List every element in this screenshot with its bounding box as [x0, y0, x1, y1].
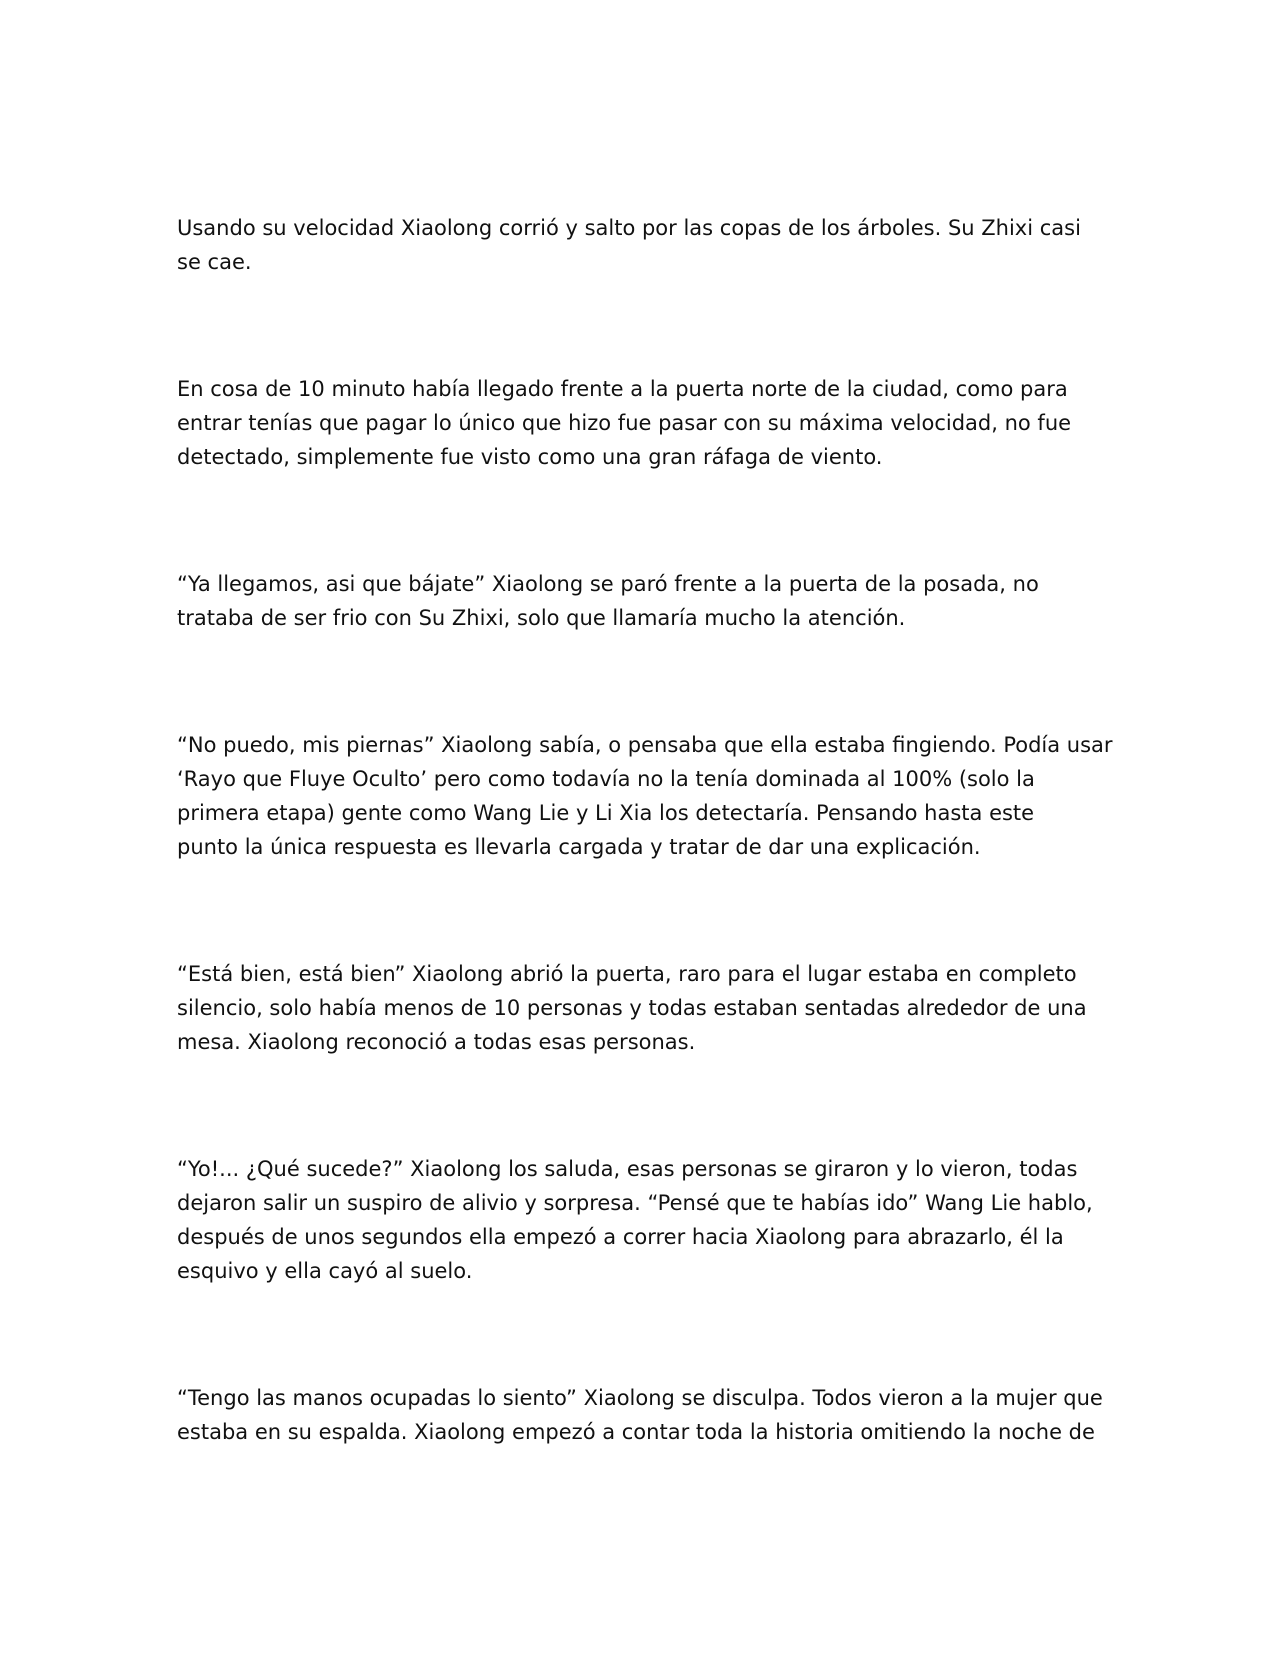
- paragraph-line: “Tengo las manos ocupadas lo siento” Xiaolong se disculpa. Todos vieron a la mujer que: [177, 1386, 1103, 1410]
- paragraph-line: “No puedo, mis piernas” Xiaolong sabía, o pensaba que ella estaba fingiendo. Podía usar: [177, 733, 1113, 757]
- paragraph-line: ‘Rayo que Fluye Oculto’ pero como todavía no la tenía dominada al 100% (solo la: [177, 767, 1035, 791]
- paragraph-line: punto la única respuesta es llevarla cargada y tratar de dar una explicación.: [177, 835, 981, 859]
- paragraph-line: estaba en su espalda. Xiaolong empezó a contar toda la historia omitiendo la noche de: [177, 1420, 1095, 1444]
- paragraph-line: después de unos segundos ella empezó a correr hacia Xiaolong para abrazarlo, él la: [177, 1225, 1064, 1249]
- paragraph-7: [177, 1381, 1107, 1449]
- paragraph-line: silencio, solo había menos de 10 personas y todas estaban sentadas alrededor de una: [177, 996, 1087, 1020]
- paragraph-line: trataba de ser frio con Su Zhixi, solo que llamaría mucho la atención.: [177, 606, 906, 630]
- paragraph-5: [177, 957, 1107, 1059]
- paragraph-line: “Está bien, está bien” Xiaolong abrió la puerta, raro para el lugar estaba en completo: [177, 962, 1077, 986]
- paragraph-line: detectado, simplemente fue visto como una gran ráfaga de viento.: [177, 445, 883, 469]
- paragraph-line: esquivo y ella cayó al suelo.: [177, 1259, 473, 1283]
- paragraph-line: Usando su velocidad Xiaolong corrió y salto por las copas de los árboles. Su Zhixi casi: [177, 216, 1081, 240]
- paragraph-line: primera etapa) gente como Wang Lie y Li Xia los detectaría. Pensando hasta este: [177, 801, 1035, 825]
- paragraph-line: se cae.: [177, 250, 252, 274]
- paragraph-4: [177, 728, 1113, 864]
- paragraph-line: “Yo!... ¿Qué sucede?” Xiaolong los saluda, esas personas se giraron y lo vieron, todas: [177, 1157, 1078, 1181]
- paragraph-6: [177, 1152, 1107, 1288]
- paragraph-2: [177, 372, 1107, 474]
- paragraph-line: “Ya llegamos, asi que bájate” Xiaolong se paró frente a la puerta de la posada, no: [177, 572, 1039, 596]
- paragraph-3: [177, 567, 1107, 635]
- paragraph-line: mesa. Xiaolong reconoció a todas esas personas.: [177, 1030, 696, 1054]
- paragraph-line: entrar tenías que pagar lo único que hizo fue pasar con su máxima velocidad, no fue: [177, 411, 1072, 435]
- paragraph-line: En cosa de 10 minuto había llegado frente a la puerta norte de la ciudad, como para: [177, 377, 1068, 401]
- paragraph-line: dejaron salir un suspiro de alivio y sorpresa. “Pensé que te habías ido” Wang Lie hablo,: [177, 1191, 1093, 1215]
- paragraph-1: [177, 211, 1107, 279]
